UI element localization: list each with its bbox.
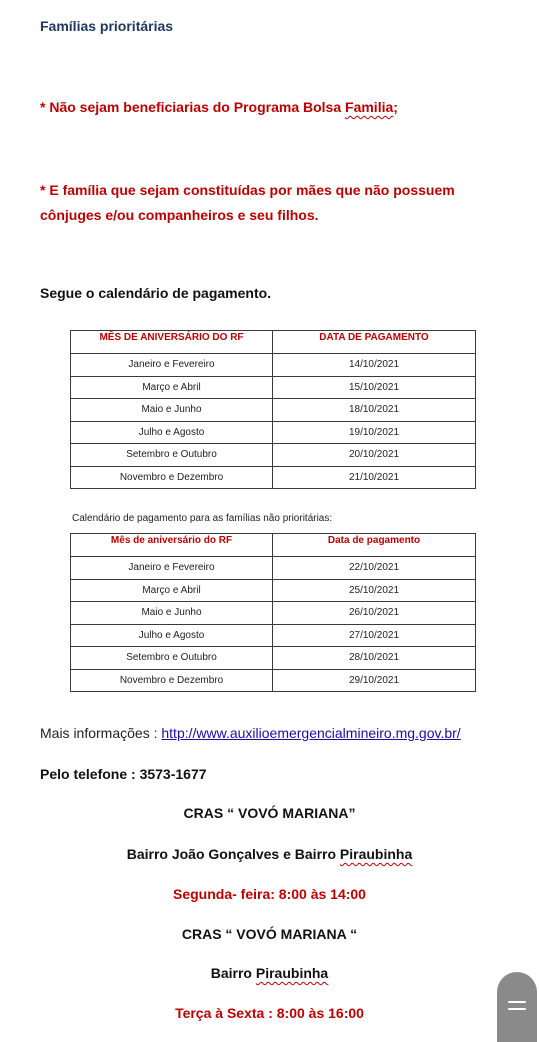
non-priority-payment-table <box>70 533 476 692</box>
payment-date-cell: 20/10/2021 <box>273 444 476 467</box>
table-row <box>71 399 476 422</box>
more-info-line <box>40 725 461 741</box>
birth-month-cell: Julho e Agosto <box>71 421 273 444</box>
cras2-area-word: Piraubinha <box>255 965 329 981</box>
cras2-area-prefix: Bairro <box>210 965 256 981</box>
table-row <box>71 557 476 580</box>
more-info-label: Mais informações : <box>40 725 162 741</box>
birth-month-cell: Maio e Junho <box>71 602 273 625</box>
table-row <box>71 647 476 670</box>
birth-month-cell: Maio e Junho <box>71 399 273 422</box>
table-row <box>71 354 476 377</box>
table-header-row <box>71 534 476 557</box>
column-header-payment-date: DATA DE PAGAMENTO <box>273 331 476 354</box>
payment-date-cell: 19/10/2021 <box>273 421 476 444</box>
birth-month-cell: Janeiro e Fevereiro <box>71 354 273 377</box>
payment-date-cell: 27/10/2021 <box>273 624 476 647</box>
cras1-area-prefix: Bairro João Gonçalves e Bairro <box>126 846 340 862</box>
eligibility-note-2 <box>40 178 499 228</box>
payment-date-cell: 22/10/2021 <box>273 557 476 580</box>
payment-date-cell: 14/10/2021 <box>273 354 476 377</box>
payment-date-cell: 26/10/2021 <box>273 602 476 625</box>
schedule-intro: Segue o calendário de pagamento. <box>40 285 272 301</box>
birth-month-cell: Março e Abril <box>71 579 273 602</box>
priority-payment-table <box>70 330 476 489</box>
table-row <box>71 376 476 399</box>
payment-date-cell: 29/10/2021 <box>273 669 476 692</box>
column-header-birth-month: MÊS DE ANIVERSÁRIO DO RF <box>71 331 273 354</box>
note2-line1: * E família que sejam constituídas por mães que não possuem <box>40 182 455 198</box>
note1-prefix: * Não sejam beneficiarias do Programa Bolsa <box>40 99 346 115</box>
cras2-area <box>0 965 539 981</box>
table-row <box>71 624 476 647</box>
cras1-area-word: Piraubinha <box>339 846 413 862</box>
payment-date-cell: 15/10/2021 <box>273 376 476 399</box>
non-priority-table-caption: Calendário de pagamento para as famílias não prioritárias: <box>72 513 333 524</box>
table-row <box>71 421 476 444</box>
column-header-payment-date: Data de pagamento <box>273 534 476 557</box>
note1-word: Familia <box>345 99 394 115</box>
birth-month-cell: Setembro e Outubro <box>71 647 273 670</box>
birth-month-cell: Novembro e Dezembro <box>71 466 273 489</box>
payment-date-cell: 18/10/2021 <box>273 399 476 422</box>
cras1-name: CRAS “ VOVÓ MARIANA” <box>183 805 356 821</box>
table-row <box>71 602 476 625</box>
note1-suffix: ; <box>393 99 398 115</box>
birth-month-cell: Julho e Agosto <box>71 624 273 647</box>
table-row <box>71 669 476 692</box>
birth-month-cell: Março e Abril <box>71 376 273 399</box>
payment-date-cell: 28/10/2021 <box>273 647 476 670</box>
payment-date-cell: 21/10/2021 <box>273 466 476 489</box>
page-heading: Famílias prioritárias <box>40 18 174 34</box>
birth-month-cell: Setembro e Outubro <box>71 444 273 467</box>
column-header-birth-month: Mês de aniversário do RF <box>71 534 273 557</box>
note2-line2: cônjuges e/ou companheiros e seu filhos. <box>40 207 319 223</box>
cras2-name: CRAS “ VOVÓ MARIANA “ <box>181 926 358 942</box>
menu-button[interactable] <box>497 972 537 1042</box>
cras1-hours: Segunda- feira: 8:00 às 14:00 <box>173 886 366 902</box>
table-row <box>71 579 476 602</box>
phone-line: Pelo telefone : 3573-1677 <box>40 766 207 782</box>
table-header-row <box>71 331 476 354</box>
table-row <box>71 466 476 489</box>
eligibility-note-1 <box>40 99 398 115</box>
cras2-hours: Terça à Sexta : 8:00 às 16:00 <box>175 1005 364 1021</box>
payment-date-cell: 25/10/2021 <box>273 579 476 602</box>
auxilio-website-link[interactable]: http://www.auxilioemergencialmineiro.mg.gov.br/ <box>161 725 461 741</box>
table-row <box>71 444 476 467</box>
birth-month-cell: Novembro e Dezembro <box>71 669 273 692</box>
birth-month-cell: Janeiro e Fevereiro <box>71 557 273 580</box>
cras1-area <box>0 846 539 862</box>
